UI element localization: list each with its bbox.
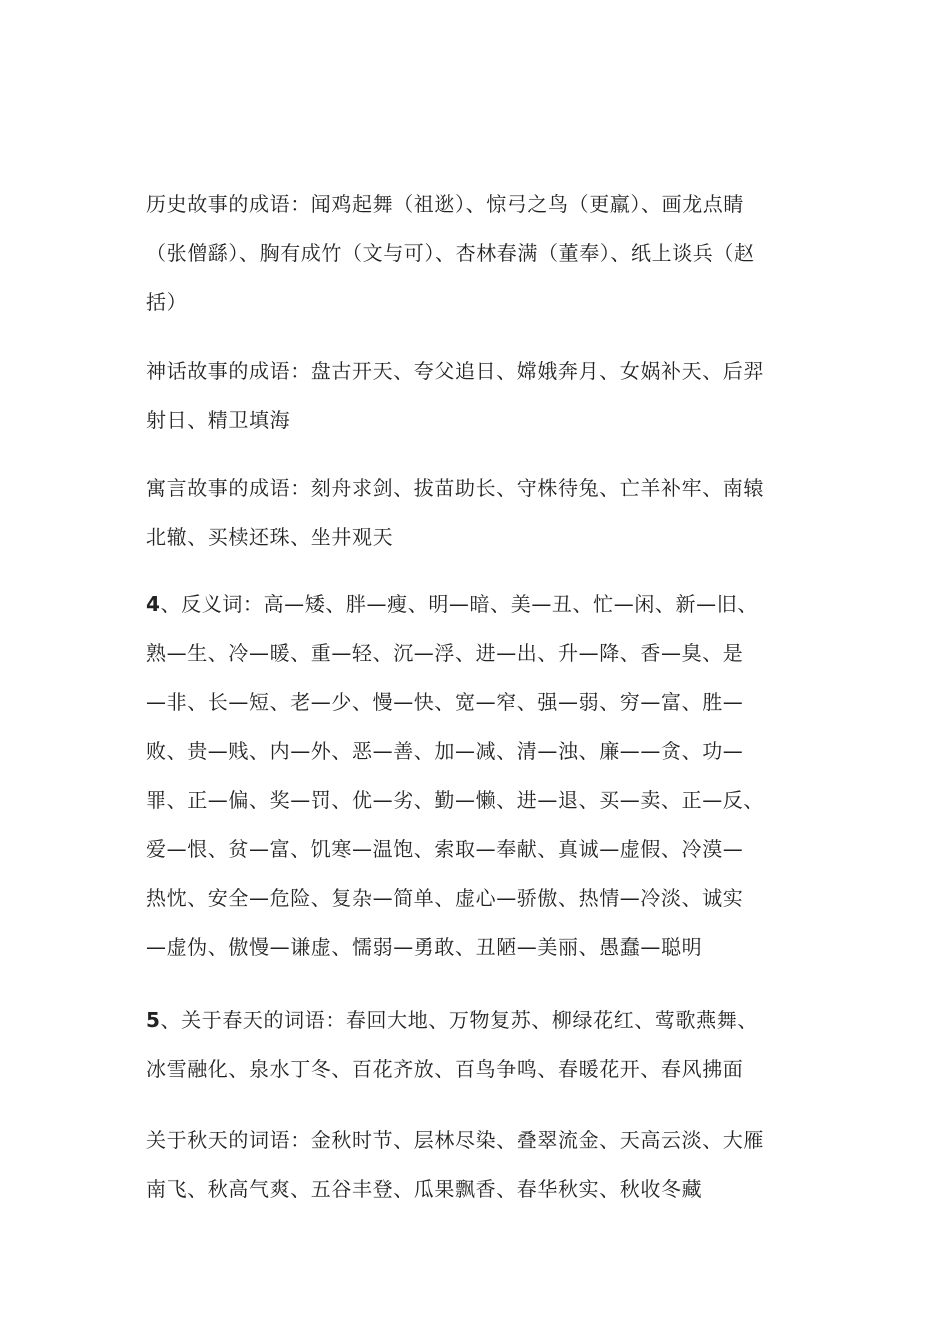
text-line: 热忱、安全—危险、复杂—简单、虚心—骄傲、热情—冷淡、诚实 bbox=[146, 886, 744, 910]
paragraph-autumn-words bbox=[146, 1116, 811, 1214]
section-number: 4 bbox=[146, 592, 161, 616]
text-line: 关于秋天的词语：金秋时节、层林尽染、叠翠流金、天高云淡、大雁 bbox=[146, 1128, 764, 1152]
text-line: —虚伪、傲慢—谦虚、懦弱—勇敢、丑陋—美丽、愚蠢—聪明 bbox=[146, 935, 703, 959]
text-line: 北辙、买椟还珠、坐井观天 bbox=[146, 525, 394, 549]
section-number: 5 bbox=[146, 1008, 161, 1032]
text-line: 南飞、秋高气爽、五谷丰登、瓜果飘香、春华秋实、秋收冬藏 bbox=[146, 1177, 703, 1201]
paragraph-myth-idioms bbox=[146, 347, 811, 445]
text-line: 败、贵—贱、内—外、恶—善、加—减、清—浊、廉——贪、功— bbox=[146, 739, 744, 763]
section-heading-text: 、反义词：高—矮、胖—瘦、明—暗、美—丑、忙—闲、新—旧、 bbox=[160, 592, 758, 616]
paragraph-fable-idioms bbox=[146, 464, 811, 562]
text-line: 历史故事的成语：闻鸡起舞（祖逖）、惊弓之鸟（更羸）、画龙点睛 bbox=[146, 192, 744, 216]
text-line: 熟—生、冷—暖、重—轻、沉—浮、进—出、升—降、香—臭、是 bbox=[146, 641, 744, 665]
text-line bbox=[146, 580, 811, 629]
text-line: 寓言故事的成语：刻舟求剑、拔苗助长、守株待兔、亡羊补牢、南辕 bbox=[146, 476, 764, 500]
text-line: 射日、精卫填海 bbox=[146, 408, 291, 432]
text-line: 罪、正—偏、奖—罚、优—劣、勤—懒、进—退、买—卖、正—反、 bbox=[146, 788, 764, 812]
text-line: 括） bbox=[146, 290, 188, 314]
text-line bbox=[146, 996, 811, 1045]
text-line: 冰雪融化、泉水丁冬、百花齐放、百鸟争鸣、春暖花开、春风拂面 bbox=[146, 1057, 744, 1081]
paragraph-spring-words bbox=[146, 996, 811, 1094]
paragraph-history-idioms bbox=[146, 180, 811, 327]
text-line: 爱—恨、贫—富、饥寒—温饱、索取—奉献、真诚—虚假、冷漠— bbox=[146, 837, 744, 861]
text-line: —非、长—短、老—少、慢—快、宽—窄、强—弱、穷—富、胜— bbox=[146, 690, 744, 714]
text-line: （张僧繇）、胸有成竹（文与可）、杏林春满（董奉）、纸上谈兵（赵 bbox=[146, 241, 755, 265]
text-line: 神话故事的成语：盘古开天、夸父追日、嫦娥奔月、女娲补天、后羿 bbox=[146, 359, 764, 383]
section-heading-text: 、关于春天的词语：春回大地、万物复苏、柳绿花红、莺歌燕舞、 bbox=[160, 1008, 758, 1032]
paragraph-antonyms bbox=[146, 580, 811, 972]
